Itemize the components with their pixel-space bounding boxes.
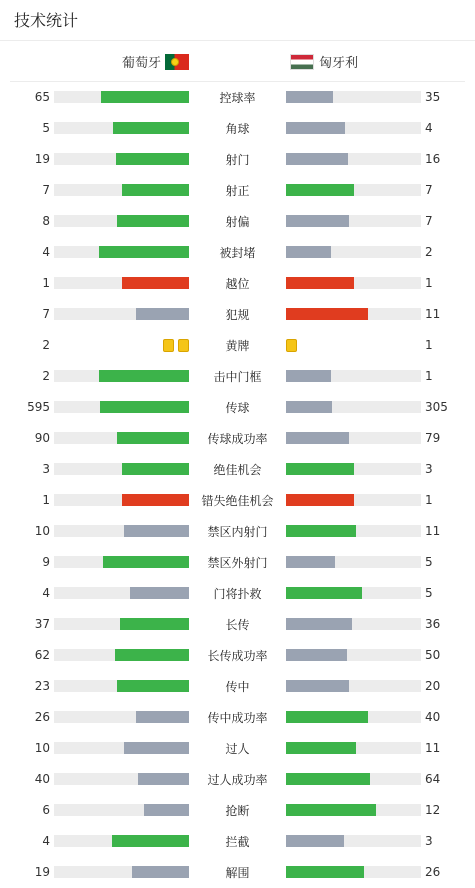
home-stat-value: 10 [34,741,50,755]
home-stat-bar-track [54,680,189,692]
away-stat-bar [286,680,349,692]
yellow-card-icon [286,339,297,352]
home-stat-value: 595 [27,400,50,414]
away-stat-bar [286,742,356,754]
home-stat-bar [117,432,189,444]
stat-label: 拦截 [225,835,250,849]
away-stat-bar-track [286,804,421,816]
away-stat-value: 36 [425,617,441,631]
home-stat-bar [103,556,189,568]
away-stat-bar [286,804,376,816]
away-stat-value: 64 [425,772,441,786]
stat-row [0,205,475,236]
team-away[interactable] [290,52,358,71]
home-stat-value: 2 [42,369,50,383]
stat-label: 抢断 [225,804,250,818]
stat-row [0,825,475,856]
home-stat-bar-track [54,773,189,785]
away-stat-bar-track [286,246,421,258]
home-stat-value: 19 [34,152,50,166]
home-stat-bar-track [54,556,189,568]
home-stat-value: 37 [34,617,50,631]
home-stat-bar-track [54,618,189,630]
home-stat-bar [136,308,189,320]
away-stat-value: 11 [425,741,441,755]
stat-label: 击中门框 [213,370,262,384]
home-stat-value: 40 [34,772,50,786]
stat-row [0,794,475,825]
away-stat-bar-track [286,525,421,537]
home-stat-bar-track [54,246,189,258]
away-stat-bar-track [286,401,421,413]
away-stat-bar [286,122,345,134]
away-stat-value: 305 [425,400,448,414]
stat-label: 射门 [225,153,250,167]
home-stat-bar [122,463,190,475]
home-stat-value: 8 [42,214,50,228]
home-stat-value: 2 [42,338,50,352]
stat-label: 长传成功率 [207,649,268,663]
away-stat-bar [286,711,368,723]
stat-label: 过人 [225,742,250,756]
home-stat-value: 26 [34,710,50,724]
home-stat-bar [99,246,189,258]
home-stat-bar [130,587,189,599]
home-stat-value: 4 [42,245,50,259]
away-stat-bar-track [286,308,421,320]
home-stat-bar [138,773,189,785]
hungary-flag-icon [290,54,314,70]
home-stat-bar [117,215,189,227]
away-stat-value: 1 [425,369,433,383]
home-stat-value: 4 [42,834,50,848]
home-stat-bar-track [54,835,189,847]
home-stat-bar-track [54,463,189,475]
home-stat-bar-track [54,401,189,413]
stat-row [0,856,475,887]
stat-row [0,360,475,391]
home-stat-bar-track [54,91,189,103]
home-stat-bar [113,122,189,134]
away-stat-bar [286,835,344,847]
home-stat-value: 7 [42,307,50,321]
away-stat-bar-track [286,122,421,134]
away-stat-value: 7 [425,183,433,197]
stat-label: 绝佳机会 [213,463,262,477]
home-stat-bar-track [54,742,189,754]
yellow-card-icon [163,339,174,352]
away-stat-value: 7 [425,214,433,228]
away-stat-bar-track [286,711,421,723]
home-stat-bar [122,184,190,196]
home-yellow-cards [163,339,189,352]
home-stat-bar [112,835,189,847]
away-stat-bar [286,370,331,382]
team-home-name: 葡萄牙 [121,56,161,71]
away-stat-bar-track [286,463,421,475]
home-stat-bar [122,494,190,506]
away-stat-bar [286,494,354,506]
stat-row [0,112,475,143]
home-stat-bar-track [54,587,189,599]
away-stat-bar [286,153,348,165]
away-yellow-cards [286,339,297,352]
home-stat-bar-track [54,866,189,878]
stat-label: 传中成功率 [207,711,268,725]
home-stat-bar-track [54,215,189,227]
home-stat-bar [132,866,189,878]
stat-label: 射正 [225,184,250,198]
away-stat-value: 1 [425,493,433,507]
home-stat-bar-track [54,432,189,444]
stat-row [0,174,475,205]
team-away-name: 匈牙利 [319,56,359,71]
stat-row [0,546,475,577]
away-stat-bar [286,215,349,227]
home-stat-bar-track [54,308,189,320]
away-stat-bar [286,308,368,320]
away-stat-bar-track [286,494,421,506]
stat-row [0,81,475,112]
stat-label: 控球率 [219,91,256,105]
team-home[interactable] [122,52,189,71]
home-stat-value: 3 [42,462,50,476]
away-stat-bar-track [286,556,421,568]
stat-row [0,763,475,794]
away-stat-value: 1 [425,276,433,290]
away-stat-value: 79 [425,431,441,445]
away-stat-bar [286,525,356,537]
stat-row [0,143,475,174]
away-stat-bar-track [286,835,421,847]
stat-row [0,670,475,701]
away-stat-value: 20 [425,679,441,693]
home-stat-value: 6 [42,803,50,817]
away-stat-value: 4 [425,121,433,135]
stats-list [0,81,475,887]
stat-row [0,453,475,484]
away-stat-bar-track [286,587,421,599]
away-stat-value: 2 [425,245,433,259]
stat-label: 传中 [225,680,250,694]
away-stat-bar [286,91,333,103]
stat-label: 禁区外射门 [207,556,268,570]
away-stat-value: 5 [425,555,433,569]
home-stat-bar [101,91,189,103]
stat-label: 被封堵 [219,246,256,260]
stat-label: 角球 [225,122,250,136]
away-stat-bar-track [286,649,421,661]
stat-row [0,577,475,608]
away-stat-bar [286,277,354,289]
stat-label: 解围 [225,866,250,880]
away-stat-value: 1 [425,338,433,352]
away-stat-bar-track [286,215,421,227]
away-stat-bar [286,587,362,599]
away-stat-bar-track [286,277,421,289]
home-stat-value: 4 [42,586,50,600]
away-stat-bar [286,649,347,661]
home-stat-value: 62 [34,648,50,662]
stat-row [0,236,475,267]
home-stat-bar-track [54,804,189,816]
home-stat-value: 90 [34,431,50,445]
stat-row [0,422,475,453]
stat-label: 过人成功率 [207,773,268,787]
home-stat-bar-track [54,649,189,661]
away-stat-value: 3 [425,834,433,848]
stat-row [0,732,475,763]
stat-row [0,608,475,639]
home-stat-bar [116,153,189,165]
stat-row [0,639,475,670]
home-stat-bar [144,804,189,816]
home-stat-bar [136,711,189,723]
away-stat-value: 5 [425,586,433,600]
home-stat-bar-track [54,153,189,165]
stat-row [0,391,475,422]
home-stat-bar-track [54,184,189,196]
away-stat-bar [286,773,370,785]
stat-label: 黄牌 [225,339,250,353]
stat-row [0,701,475,732]
home-stat-bar-track [54,525,189,537]
away-stat-bar [286,246,331,258]
page-title: 技术统计 [14,11,79,30]
away-stat-bar-track [286,773,421,785]
away-stat-bar-track [286,618,421,630]
away-stat-bar [286,432,349,444]
away-stat-value: 3 [425,462,433,476]
away-stat-bar [286,866,364,878]
home-stat-bar [124,525,189,537]
home-stat-bar-track [54,122,189,134]
away-stat-bar-track [286,91,421,103]
home-stat-value: 23 [34,679,50,693]
away-stat-value: 50 [425,648,441,662]
home-stat-bar [120,618,189,630]
away-stat-bar-track [286,866,421,878]
home-stat-value: 9 [42,555,50,569]
home-stat-bar [100,401,189,413]
stat-label: 门将扑救 [213,587,262,601]
home-stat-bar [124,742,189,754]
away-stat-bar-track [286,680,421,692]
home-stat-bar [117,680,189,692]
away-stat-value: 16 [425,152,441,166]
away-stat-bar-track [286,184,421,196]
away-stat-bar-track [286,742,421,754]
stat-row [0,298,475,329]
portugal-flag-icon [165,54,189,70]
home-stat-bar-track [54,277,189,289]
away-stat-bar-track [286,153,421,165]
home-stat-value: 19 [34,865,50,879]
stat-label: 犯规 [225,308,250,322]
stat-row [0,515,475,546]
stat-label: 传球成功率 [207,432,268,446]
stat-label: 射偏 [225,215,250,229]
home-stat-bar-track [54,370,189,382]
away-stat-value: 12 [425,803,441,817]
home-stat-bar [99,370,189,382]
home-stat-bar [115,649,189,661]
home-stat-bar-track [54,711,189,723]
away-stat-value: 26 [425,865,441,879]
away-stat-value: 35 [425,90,441,104]
home-stat-value: 1 [42,493,50,507]
away-stat-value: 11 [425,307,441,321]
stat-row [0,484,475,515]
away-stat-value: 40 [425,710,441,724]
away-stat-bar-track [286,370,421,382]
home-stat-value: 65 [34,90,50,104]
away-stat-bar [286,184,354,196]
home-stat-bar [122,277,190,289]
away-stat-bar [286,401,332,413]
stat-row [0,267,475,298]
stat-label: 长传 [225,618,250,632]
away-stat-value: 11 [425,524,441,538]
stat-label: 越位 [225,277,250,291]
stat-label: 传球 [225,401,250,415]
home-stat-bar-track [54,494,189,506]
away-stat-bar-track [286,432,421,444]
stat-label: 错失绝佳机会 [201,494,274,508]
home-stat-value: 5 [42,121,50,135]
stat-label: 禁区内射门 [207,525,268,539]
yellow-card-icon [178,339,189,352]
away-stat-bar [286,618,352,630]
stat-row [0,329,475,360]
home-stat-value: 1 [42,276,50,290]
home-stat-value: 7 [42,183,50,197]
header-divider [0,40,475,41]
away-stat-bar [286,556,335,568]
home-stat-value: 10 [34,524,50,538]
away-stat-bar [286,463,354,475]
